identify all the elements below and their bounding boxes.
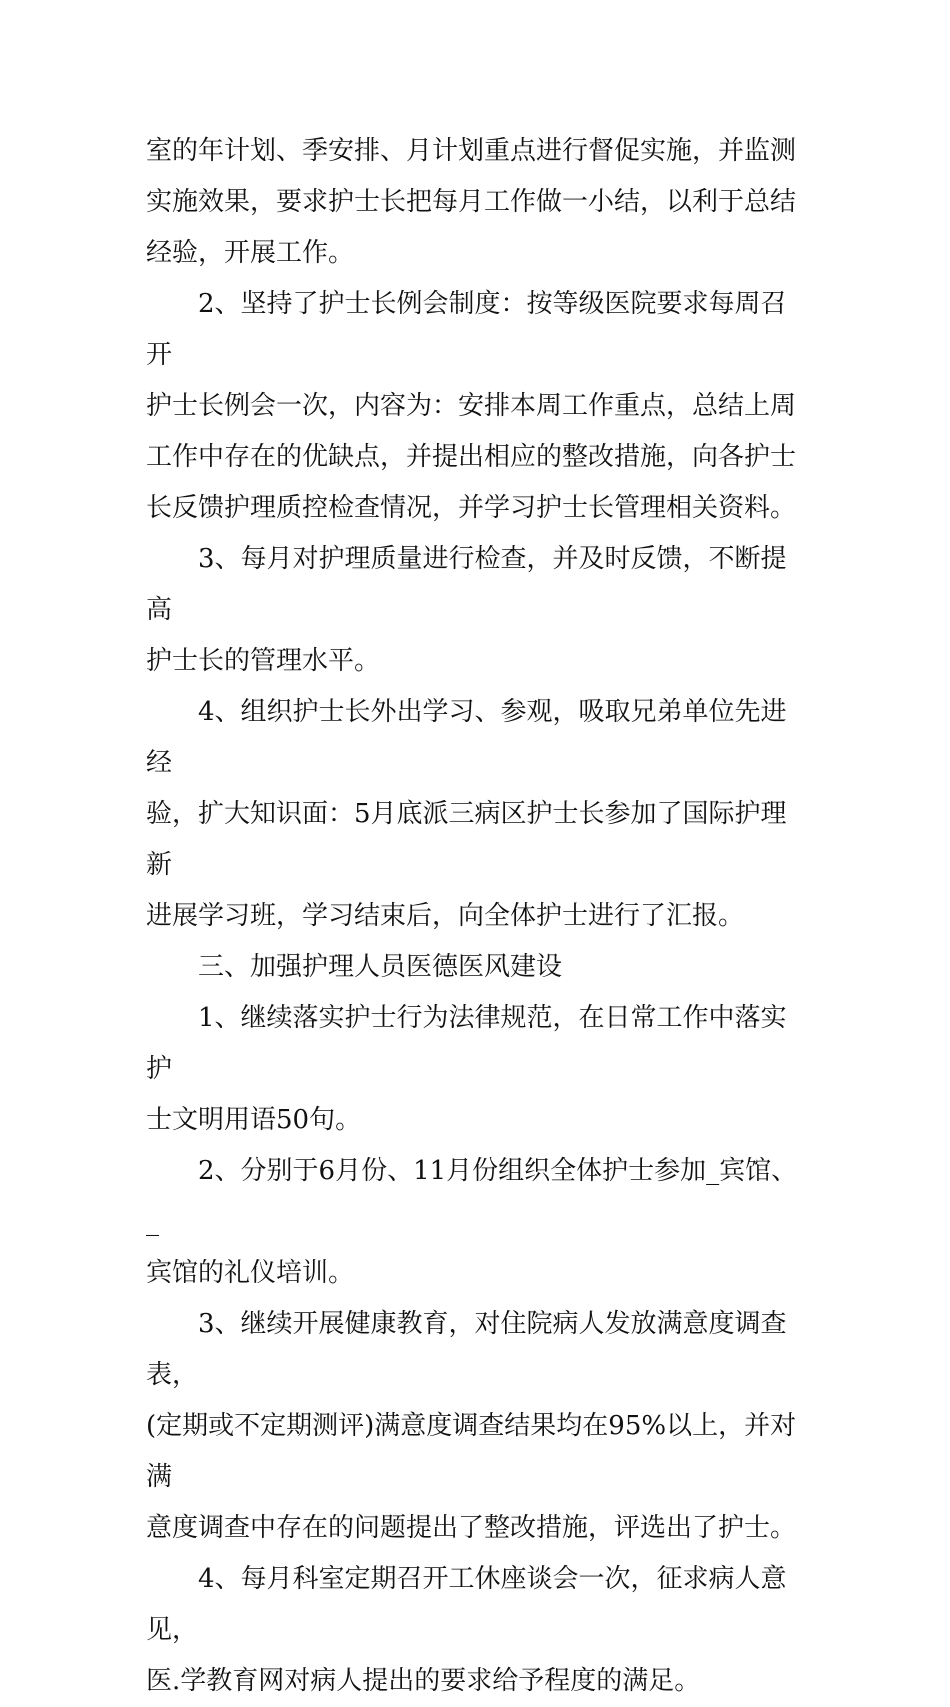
paragraph-health-education: 3、继续开展健康教育，对住院病人发放满意度调查表， (定期或不定期测评)满意度调查结果均在95%以上，并对满 意度调查中存在的问题提出了整改措施，评选出了护士。	[146, 1309, 797, 1543]
paragraph-patient-forum: 4、每月科室定期召开工休座谈会一次，征求病人意见， 医.学教育网对病人提出的要求给予程度的满足。	[146, 1564, 787, 1696]
paragraph-plan-continuation: 室的年计划、季安排、月计划重点进行督促实施，并监测 实施效果，要求护士长把每月工作做一小结，以利于总结 经验，开展工作。	[146, 136, 797, 268]
paragraph-code-of-conduct: 1、继续落实护士行为法律规范，在日常工作中落实护 士文明用语50句。	[146, 1003, 787, 1135]
paragraph-etiquette-training: 2、分别于6月份、11月份组织全体护士参加_宾馆、_ 宾馆的礼仪培训。	[146, 1156, 798, 1288]
section-heading-medical-ethics: 三、加强护理人员医德医风建设	[198, 952, 563, 982]
document-page	[146, 126, 810, 1707]
paragraph-external-study: 4、组织护士长外出学习、参观，吸取兄弟单位先进经 验，扩大知识面：5月底派三病区护士长参加了国际护理新 进展学习班，学习结束后，向全体护士进行了汇报。	[146, 697, 787, 931]
paragraph-monthly-quality-check: 3、每月对护理质量进行检查，并及时反馈，不断提高 护士长的管理水平。	[146, 544, 787, 676]
paragraph-head-nurse-meeting: 2、坚持了护士长例会制度：按等级医院要求每周召开 护士长例会一次，内容为：安排本周工作重点，总结上周 工作中存在的优缺点，并提出相应的整改措施，向各护士 长反馈护理质控检查情况，并学习护士长管理相关资料。	[146, 289, 797, 523]
